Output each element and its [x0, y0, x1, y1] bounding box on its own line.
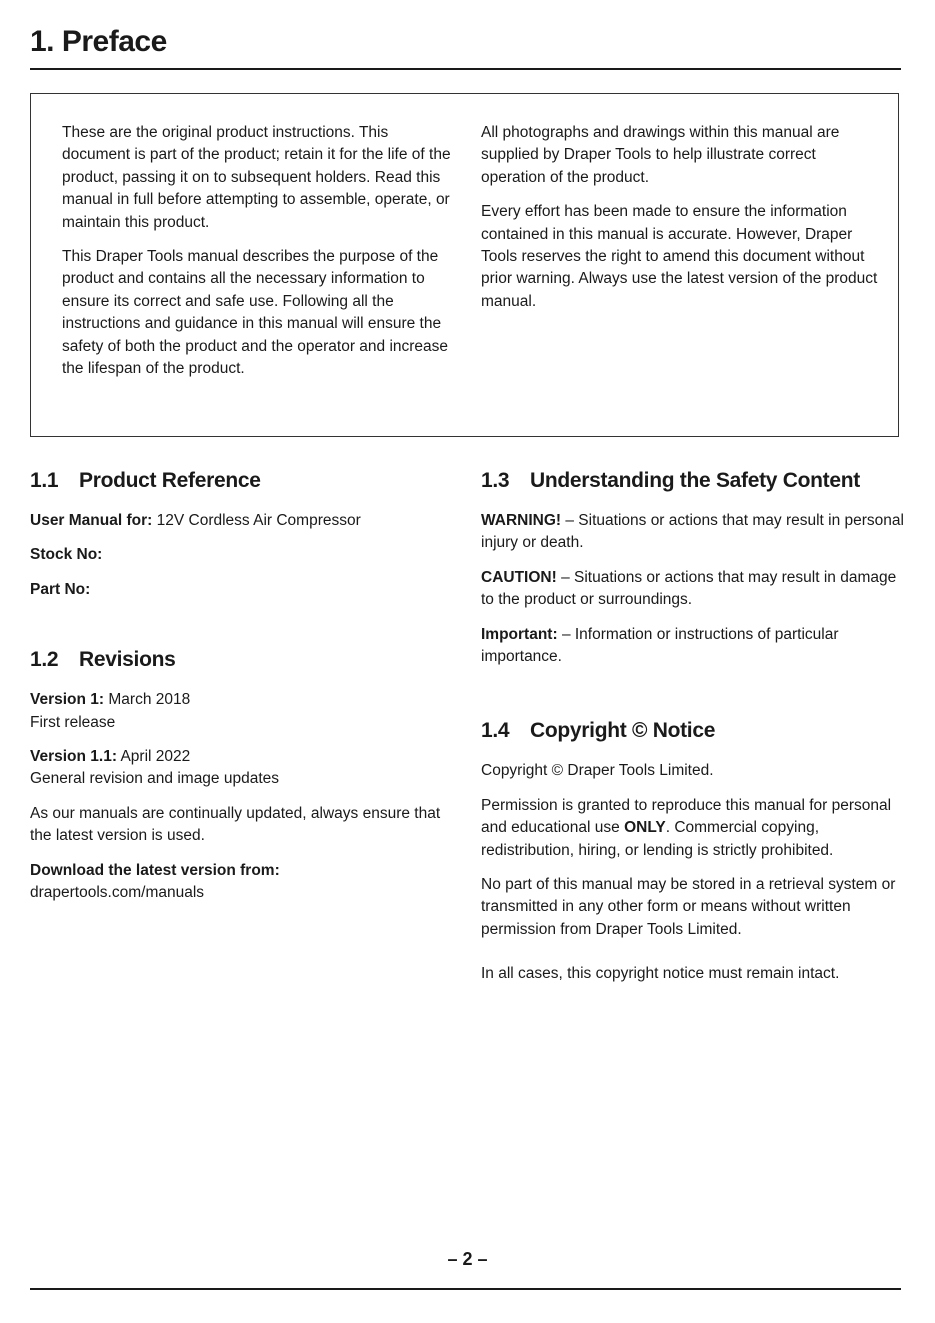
caution-label: CAUTION!: [481, 568, 557, 586]
section-heading-safety: [481, 466, 906, 496]
preface-paragraph: Every effort has been made to ensure the information contained in this manual is accurate. However, Draper Tools reserves the right to amend this document without prior warning. Always use the latest version of the product manual.: [481, 203, 878, 310]
important-line: [481, 624, 906, 669]
permission-text-rest: . Commercial copying, redistribution, hiring, or lending is strictly prohibited.: [481, 819, 834, 859]
copyright-line: Copyright © Draper Tools Limited.: [481, 762, 714, 780]
permission-text: Permission is granted to reproduce this manual for personal and educational use: [481, 796, 892, 837]
user-manual-value: 12V Cordless Air Compressor: [152, 512, 361, 529]
user-manual-label: User Manual for:: [30, 512, 153, 529]
revision-entry: [30, 746, 450, 791]
permission-paragraph: [481, 795, 906, 862]
section-title: Revisions: [79, 648, 176, 672]
right-column: [481, 466, 906, 998]
revision-date: March 2018: [104, 691, 191, 709]
revision-label: Version 1.1:: [30, 748, 118, 766]
title-divider: [30, 68, 901, 70]
revision-date: April 2022: [117, 748, 191, 766]
revision-note: First release: [30, 713, 116, 731]
preface-right-column: [481, 122, 881, 325]
section-number: 1.3: [481, 469, 510, 492]
preface-paragraph: This Draper Tools manual describes the purpose of the product and contains all the necessary information to ensure its correct and safe use. Following all the instructions and guidance in this manual will ensure the safety of both the product and the operator and increase the lifespan of the product.: [62, 248, 449, 378]
important-text: – Information or instructions of particular importance.: [481, 625, 839, 666]
footer-divider: [30, 1288, 901, 1290]
user-manual-line: [30, 510, 450, 532]
download-label: Download the latest version from:: [30, 861, 280, 879]
stock-no-line: [30, 544, 450, 566]
part-no-label: Part No:: [30, 580, 91, 598]
left-column: [30, 466, 450, 916]
stock-no-label: Stock No:: [30, 546, 103, 564]
download-line: [30, 860, 450, 905]
preface-paragraph: These are the original product instructions. This document is part of the product; retain it for the life of the product, passing it on to subsequent holders. Read this manual in full before attempting to assemble, operate, or maintain this product.: [62, 124, 451, 231]
warning-label: WARNING!: [481, 512, 562, 529]
preface-left-column: [62, 122, 454, 392]
section-heading-copyright: [481, 716, 906, 746]
caution-line: [481, 567, 906, 612]
section-heading-revisions: [30, 645, 450, 675]
preface-box: [30, 93, 899, 437]
permission-only: ONLY: [624, 819, 666, 837]
page-number: – 2 –: [447, 1249, 488, 1269]
preface-paragraph: All photographs and drawings within this manual are supplied by Draper Tools to help illustrate correct operation of the product.: [481, 124, 840, 186]
warning-line: [481, 510, 906, 555]
warning-text: – Situations or actions that may result in personal injury or death.: [481, 512, 904, 552]
storage-paragraph: No part of this manual may be stored in a retrieval system or transmitted in any other form or means without written permission from Draper Tools Limited.: [481, 876, 896, 938]
revision-note: General revision and image updates: [30, 770, 280, 788]
section-title: Product Reference: [79, 469, 261, 492]
section-heading-product-reference: [30, 466, 450, 496]
important-label: Important:: [481, 625, 558, 643]
caution-text: – Situations or actions that may result in damage to the product or surroundings.: [481, 568, 897, 609]
part-no-line: [30, 579, 450, 601]
section-title: Copyright © Notice: [530, 719, 716, 743]
page-title: 1. Preface: [30, 25, 167, 58]
intact-paragraph: In all cases, this copyright notice must remain intact.: [481, 965, 840, 983]
section-number: 1.1: [30, 469, 59, 492]
section-title: Understanding the Safety Content: [530, 469, 860, 492]
download-url[interactable]: drapertools.com/manuals: [30, 884, 205, 902]
revision-label: Version 1:: [30, 691, 105, 709]
section-number: 1.2: [30, 648, 59, 672]
section-number: 1.4: [481, 719, 510, 743]
revision-entry: [30, 689, 450, 734]
revision-note-paragraph: As our manuals are continually updated, always ensure that the latest version is used.: [30, 804, 441, 845]
